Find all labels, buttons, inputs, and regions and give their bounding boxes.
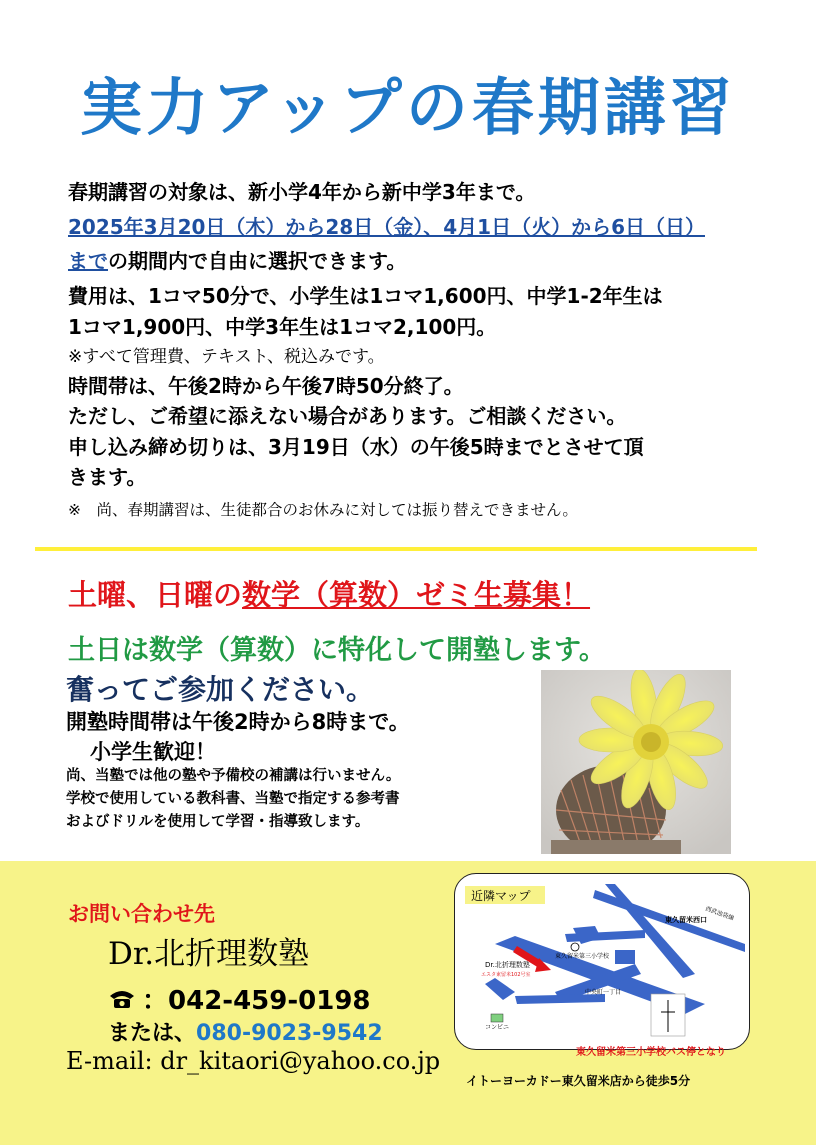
map-school-sub: エスタ東留米102号室 [481,972,531,978]
map-school-label: Dr.北折理数塾 [485,961,530,969]
map-drawing [455,874,749,1049]
makeup-note: ※ 尚、春期講習は、生徒都合のお休みに対しては振り替えできません。 [68,501,578,519]
map-station-label: 東久留米西口 [665,916,707,924]
seminar-heading [68,573,590,614]
map-title: 近隣マップ [471,889,531,903]
email-row [66,1047,440,1075]
time-text: 時間帯は、午後2時から午後7時50分終了。 [68,374,464,398]
seminar-welcome-text: 小学生歓迎！ [90,740,216,764]
seminar-note-line2: 学校で使用している教科書、当塾で指定する参考書 [66,791,400,807]
seminar-note-line1: 尚、当塾では他の塾や予備校の補講は行いません。 [66,768,401,784]
fee-text-line1: 費用は、1コマ50分で、小学生は1コマ1,600円、中学1-2年生は [68,284,663,308]
map-store-label: コンビニ [485,1024,510,1031]
section-divider [35,547,757,551]
map-elementary-label: 東久留米第三小学校 [555,953,610,960]
seminar-hours-text: 開塾時間帯は午後2時から8時まで。 [66,710,410,734]
school-name: Dr.北折理数塾 [108,936,310,972]
phone-icon [108,987,136,1017]
consult-text: ただし、ご希望に添えない場合があります。ご相談ください。 [68,404,627,428]
seminar-specialize-text: 土日は数学（算数）に特化して開塾します。 [68,635,606,666]
deadline-text-line1: 申し込み締め切りは、3月19日（水）の午後5時までとさせて頂 [68,435,644,459]
phone-number[interactable]: 042-459-0198 [168,986,371,1016]
alt-phone-row [108,1016,383,1047]
alt-phone-prefix: または、 [108,1021,197,1046]
seminar-heading-prefix: 土曜、日曜の [68,578,243,612]
target-grades-text: 春期講習の対象は、新小学4年から新中学3年まで。 [68,180,536,204]
selection-text [68,247,406,275]
fee-text-line2: 1コマ1,900円、中学3年生は1コマ2,100円。 [68,315,497,339]
seminar-join-text: 奮ってご参加ください。 [66,673,375,706]
email-address[interactable]: dr_kitaori@yahoo.co.jp [160,1047,441,1075]
course-dates-end: まで [68,249,108,273]
contact-heading: お問い合わせ先 [68,902,215,926]
deadline-text-line2: きます。 [68,465,147,489]
map-street-label: 中央町一丁目 [585,989,622,996]
fee-note: ※すべて管理費、テキスト、税込みです。 [68,347,385,367]
cactus-flower-photo [541,670,731,854]
seminar-heading-underlined: 数学（算数）ゼミ生募集！ [242,578,591,612]
alt-phone-number[interactable]: 080-9023-9542 [196,1021,383,1046]
email-label: E-mail: [66,1047,153,1075]
seminar-note-line3: およびドリルを使用して学習・指導致します。 [66,814,370,830]
map-caption: イトーヨーカドー東久留米店から徒歩5分 [466,1074,691,1088]
page-title: 実力アップの春期講習 [80,71,736,144]
map-rail-label: 西武池袋線 [704,905,735,923]
cactus-flower-image [541,670,731,854]
phone-separator: ： [142,986,169,1016]
neighborhood-map [454,873,750,1050]
course-dates-text: 2025年3月20日（木）から28日（金）、4月1日（火）から6日（日） [68,215,705,239]
selection-text-rest: の期間内で自由に選択できます。 [108,249,407,273]
phone-row [108,980,371,1017]
bus-stop-label: 東久留米第三小学校バス停となり [576,1047,726,1058]
